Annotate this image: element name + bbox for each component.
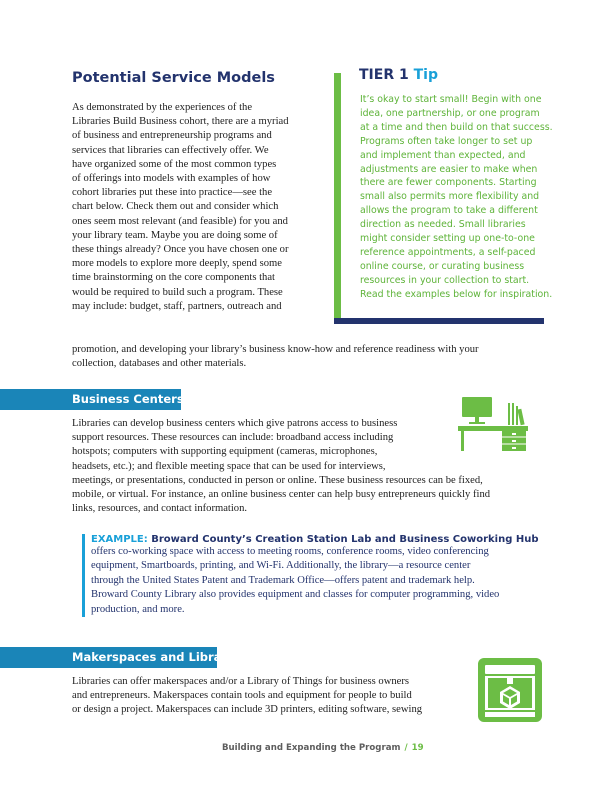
text-line: hotspots; computers with supporting equipment (cameras, microphones, bbox=[72, 446, 378, 458]
example-tag: EXAMPLE: bbox=[91, 534, 148, 545]
text-line: or design a project. Makerspaces can include 3D printers, editing software, sewing bbox=[72, 704, 423, 716]
page-footer bbox=[222, 743, 424, 753]
text-line: may include: budget, staff, partners, outreach and bbox=[72, 300, 282, 312]
text-line: reference appointments, a self-paced bbox=[360, 246, 536, 258]
text-line: and implement than expected, and bbox=[360, 149, 526, 161]
section-banner-makerspaces bbox=[0, 647, 299, 668]
potential-intro-paragraph-continued bbox=[72, 343, 479, 371]
business-centers-paragraph bbox=[72, 417, 490, 516]
text-line: Read the examples below for inspiration. bbox=[360, 288, 553, 300]
text-line: these things already? Once you have chosen one or bbox=[72, 244, 289, 256]
text-line: Broward County Library also provides equipment and classes for computer programming, video bbox=[91, 589, 500, 601]
text-line: online course, or curating business bbox=[360, 260, 525, 272]
text-line: of business and entrepreneurship programs and bbox=[72, 130, 272, 142]
text-line: Libraries can offer makerspaces and/or a Library of Things for business owners bbox=[72, 676, 410, 687]
footer-title: Building and Expanding the Program bbox=[222, 743, 401, 753]
text-line: adjustments are easier to make when bbox=[360, 163, 538, 175]
footer-separator: / bbox=[404, 743, 408, 753]
section-heading-business-centers: Business Centers bbox=[72, 392, 184, 406]
text-line: at a time and then build on that success. bbox=[360, 121, 553, 133]
example-heading bbox=[91, 534, 539, 545]
makerspaces-paragraph bbox=[72, 675, 422, 718]
text-line: resources in your collection to start. bbox=[360, 274, 530, 286]
text-line: It’s okay to start small! Begin with one bbox=[360, 94, 542, 105]
example-title: Broward County’s Creation Station Lab and Business Coworking Hub bbox=[151, 534, 539, 545]
text-line: As demonstrated by the experiences of the bbox=[72, 102, 253, 113]
text-line: Libraries Build Business cohort, there are a myriad bbox=[72, 116, 289, 128]
text-line: time brainstorming on the core components that bbox=[72, 272, 275, 284]
text-line: headsets, etc.); and flexible meeting space that can be used for interviews, bbox=[72, 460, 386, 472]
page-number: 19 bbox=[411, 743, 424, 753]
text-line: and entrepreneurs. Makerspaces contain tools and equipment for people to build bbox=[72, 690, 412, 702]
text-line: offers co-working space with access to meeting rooms, conference rooms, video conferencing bbox=[91, 546, 489, 557]
text-line: more models to explore more deeply, spend some bbox=[72, 258, 282, 270]
text-line: mobile, or virtual. For instance, an online business center can help busy entrepreneurs quickly find bbox=[72, 489, 491, 501]
text-line: Programs often take longer to set up bbox=[360, 135, 533, 147]
text-line: chart below. Check them out and consider which bbox=[72, 201, 279, 213]
text-line: promotion, and developing your library’s business know-how and reference readiness with your bbox=[72, 344, 479, 355]
text-line: production, and more. bbox=[91, 603, 185, 615]
text-line: through the United States Patent and Trademark Office—offers patent and trademark help. bbox=[91, 574, 475, 586]
section-heading-potential-service-models: Potential Service Models bbox=[72, 70, 275, 86]
text-line: equipment, Smartboards, printing, and Wi-Fi. Additionally, the library—a resource center bbox=[91, 560, 471, 572]
text-line: meetings, or presentations, conducted in person or online. These business resources can be fixed, bbox=[72, 474, 483, 486]
text-line: Libraries can develop business centers which give patrons access to business bbox=[72, 418, 398, 429]
text-line: ones seem most relevant (and feasible) for you and bbox=[72, 215, 288, 227]
section-heading-makerspaces: Makerspaces and Library of Things bbox=[72, 650, 299, 664]
tip-body bbox=[360, 93, 553, 302]
text-line: would be required to build such a program. These bbox=[72, 286, 283, 298]
text-line: of offerings into models with examples of how bbox=[72, 173, 271, 185]
text-line: cohort libraries put these into practice—see the bbox=[72, 187, 273, 199]
text-line: collection, databases and other materials. bbox=[72, 358, 247, 370]
text-line: services that libraries can effectively offer. We bbox=[72, 144, 269, 156]
example-callout bbox=[82, 534, 539, 617]
text-line: small also permits more flexibility and bbox=[360, 191, 540, 203]
text-line: idea, one partnership, or one program bbox=[360, 107, 540, 119]
text-line: allows the program to take a different bbox=[360, 205, 538, 217]
text-line: might consider setting up one-to-one bbox=[360, 233, 535, 245]
3d-printer-icon bbox=[475, 655, 545, 725]
tip-accent-bar-green bbox=[334, 73, 341, 319]
text-line: there are fewer components. Starting bbox=[360, 177, 537, 189]
tip-title-prefix: TIER 1 bbox=[359, 67, 409, 83]
section-banner-business-centers bbox=[0, 389, 184, 410]
text-line: links, resources, and contact information. bbox=[72, 503, 248, 515]
tip-title-word: Tip bbox=[413, 67, 438, 83]
tip-title bbox=[359, 67, 438, 83]
potential-intro-paragraph bbox=[72, 101, 289, 314]
text-line: direction as needed. Small libraries bbox=[360, 219, 526, 231]
text-line: have organized some of the most common types bbox=[72, 158, 277, 170]
tip-accent-bar-navy bbox=[334, 318, 544, 324]
text-line: your library team. Maybe you are doing some of bbox=[72, 229, 278, 241]
text-line: support resources. These resources can include: broadband access including bbox=[72, 432, 394, 444]
